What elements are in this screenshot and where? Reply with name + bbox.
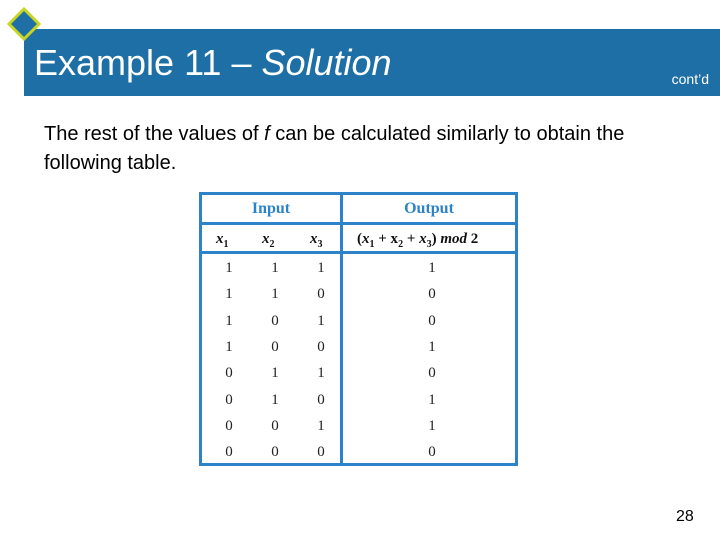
row-3-x2: 0 [271,312,279,329]
row-1-output: 1 [428,260,436,276]
row-8-x2: 0 [271,444,279,461]
row-6-output: 1 [428,391,436,408]
row-6-x1: 0 [225,391,233,408]
row-4-x1: 1 [225,338,233,355]
input-header: Input [202,195,340,222]
output-expression: $(x_1 + x_2 + x_3)$ mod 2 [357,231,479,250]
title-main: Example 11 – [34,42,262,83]
row-4-output: 1 [428,338,436,355]
expression-header-cell [343,225,515,251]
row-7-output: 1 [428,417,436,434]
x1-label: $x_1$ [216,231,229,250]
body-text-end: can be calculated similarly to obtain the following table. [44,123,625,174]
row-2-output: 0 [428,286,436,303]
body-paragraph [44,120,684,178]
output-header: Output [343,195,515,222]
row-7-x3: 1 [317,417,325,434]
row-4-x3: 0 [317,338,325,355]
row-3-output: 0 [428,312,436,329]
row-5-x3: 1 [317,365,325,382]
row-8-x3: 0 [317,444,325,461]
title-italic: Solution [261,42,392,83]
row-5-x1: 0 [225,365,233,382]
row-4-x2: 0 [271,338,279,355]
row-2-x1: 1 [225,286,233,303]
row-5-x2: 1 [271,365,279,382]
output-values-cell [343,254,515,463]
slide-title [34,40,392,86]
row-2-x3: 0 [317,286,325,303]
truth-table [199,192,518,466]
row-8-x1: 0 [225,444,233,461]
row-8-output: 0 [428,444,436,461]
diamond-logo-icon [7,7,41,41]
row-7-x2: 0 [271,417,279,434]
variable-header-cell [202,225,340,251]
truth-table-grid [202,195,515,463]
page-number: 28 [676,508,694,525]
row-7-x1: 0 [225,417,233,434]
x2-label: $x_2$ [262,231,275,250]
row-1-x2: 1 [271,260,279,276]
row-1-x3: 1 [317,260,325,276]
row-3-x1: 1 [225,312,233,329]
input-values-cell [202,254,340,463]
body-variable: f [264,123,270,145]
continued-label: cont’d [671,71,709,87]
row-2-x2: 1 [271,286,279,303]
row-5-output: 0 [428,365,436,382]
row-6-x2: 1 [271,391,279,408]
body-text-start: The rest of the values of [44,123,265,145]
x3-label: $x_3$ [310,231,323,250]
row-6-x3: 0 [317,391,325,408]
row-3-x3: 1 [317,312,325,329]
row-1-x1: 1 [225,260,233,276]
